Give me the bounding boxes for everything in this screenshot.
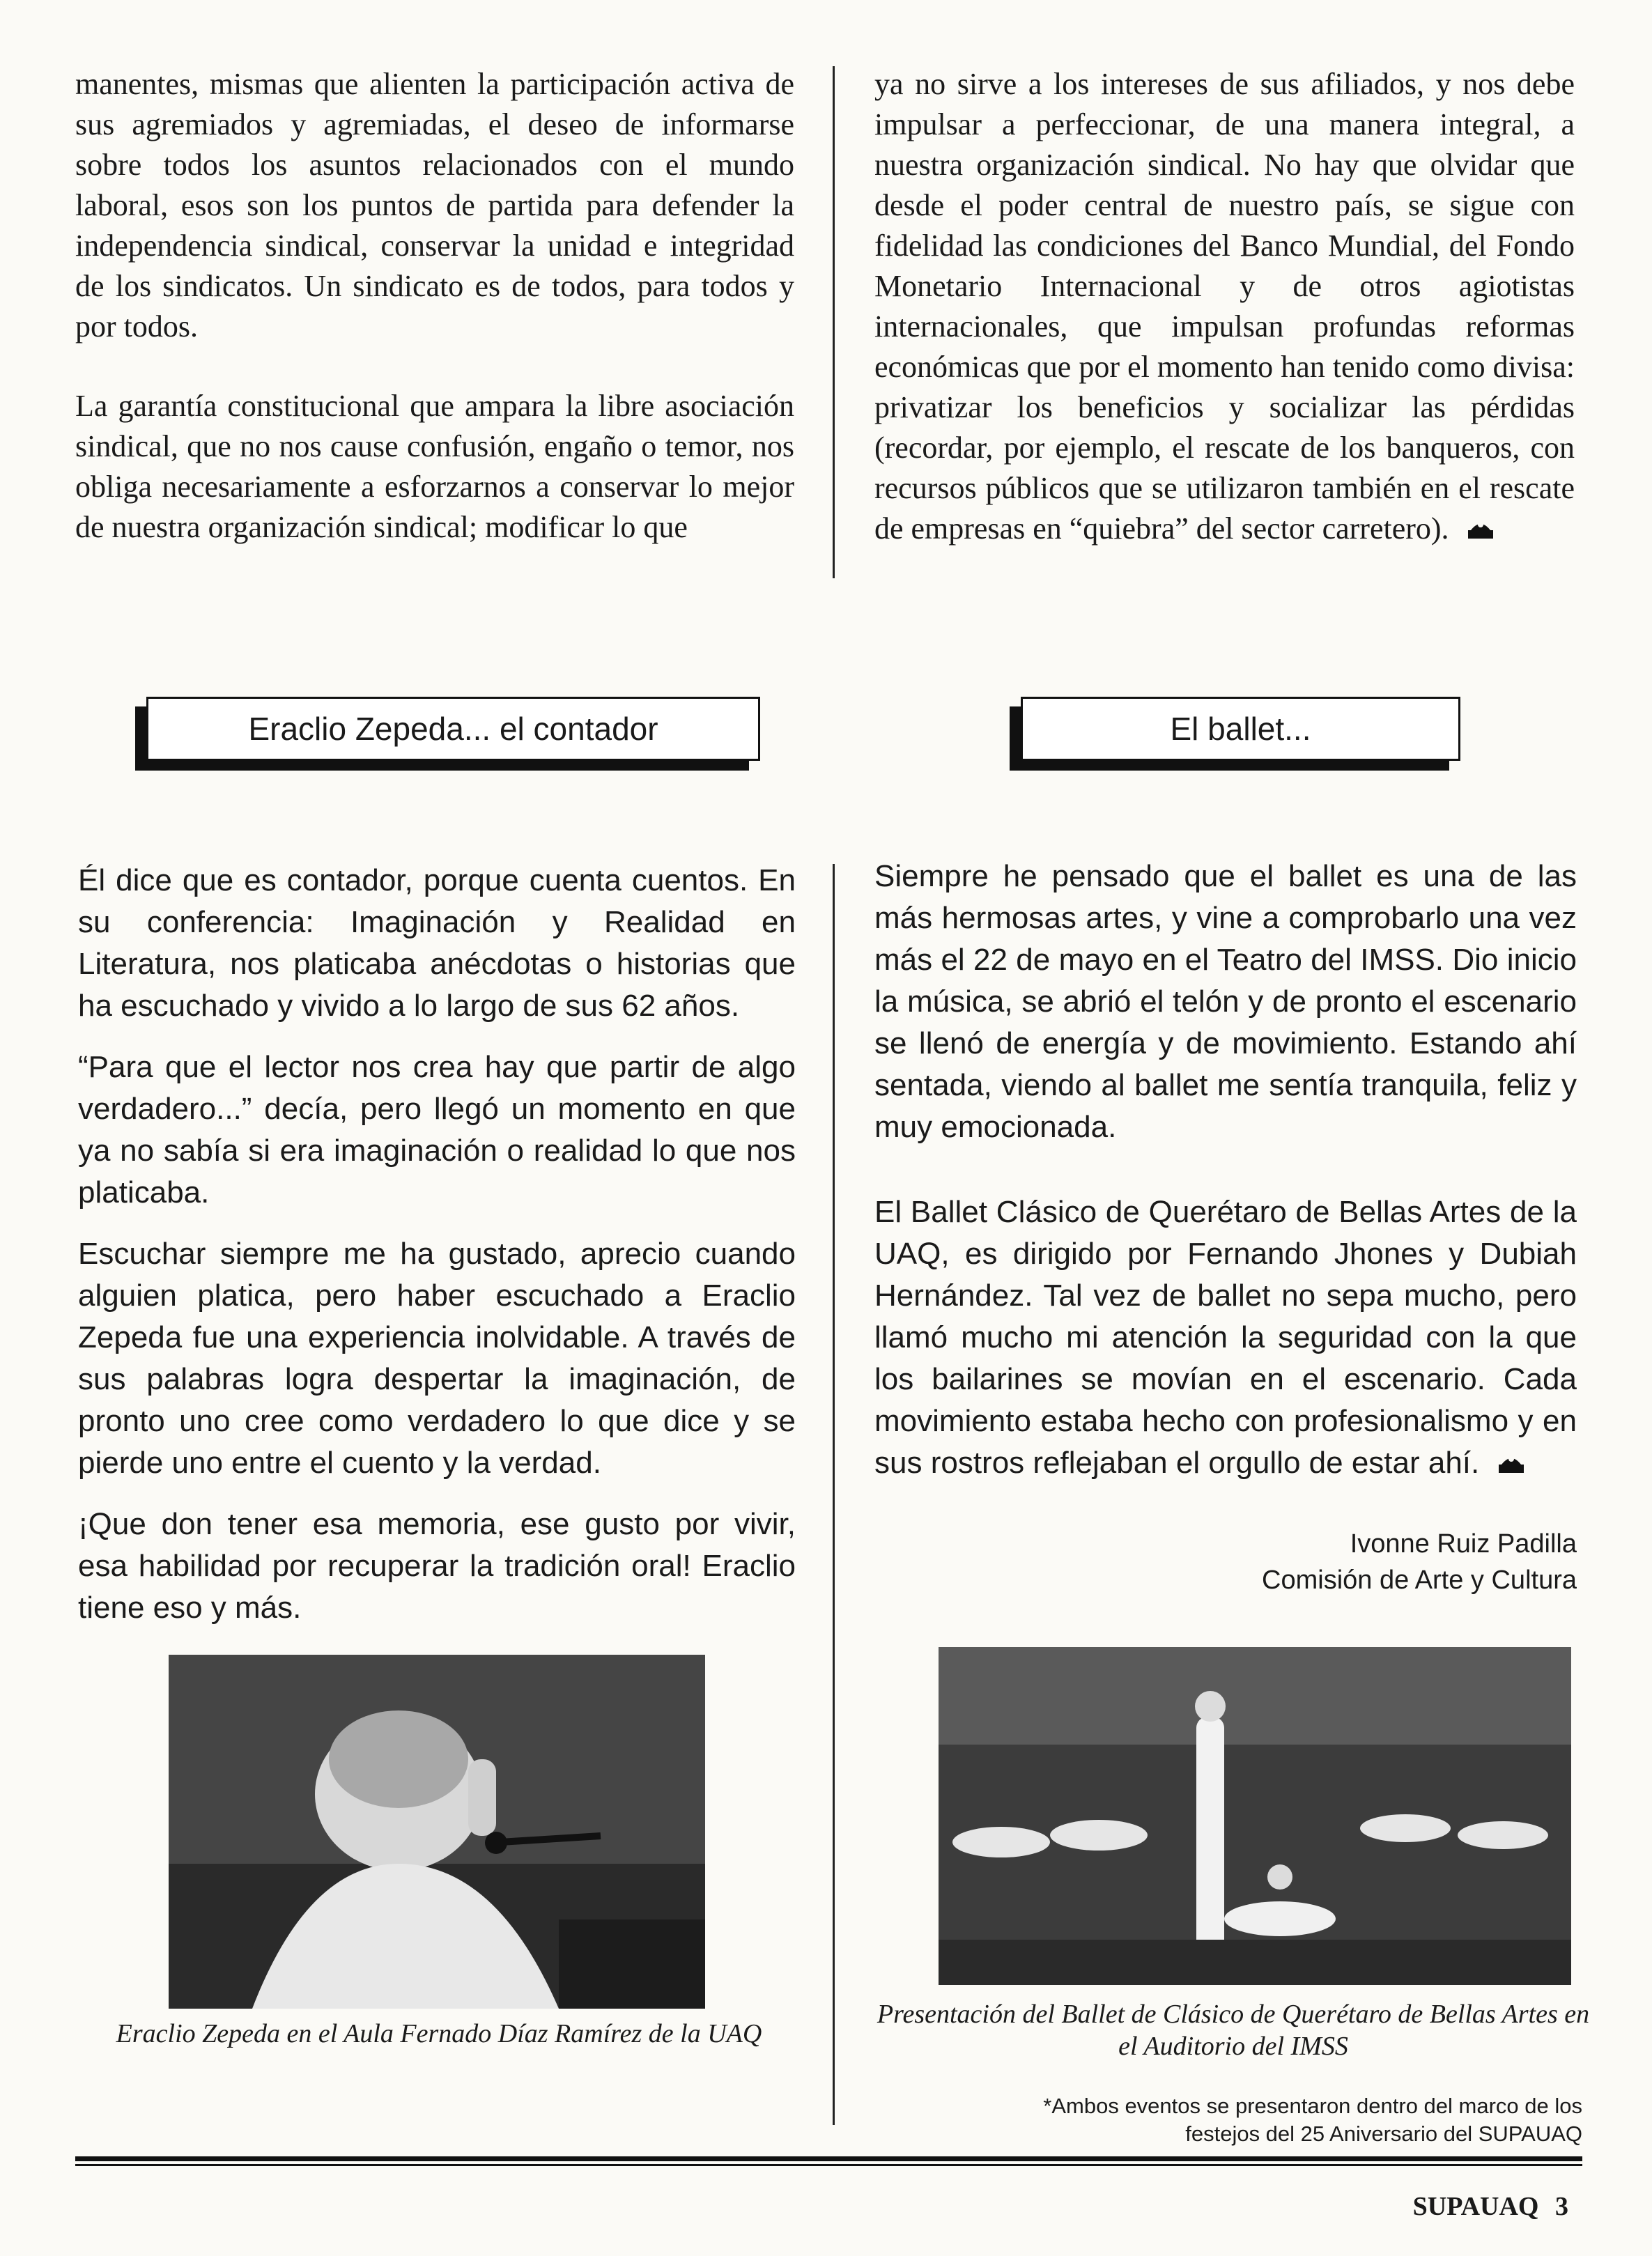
page-footer [1413, 2191, 1568, 2222]
top-left-column [75, 64, 794, 587]
left-article-paragraph: Él dice que es contador, porque cuenta cuentos. En su conferencia: Imaginación y Realidad en Literatura, nos platicaba anécdotas o historias que ha escuchado y vivido a lo largo de sus 62 años. [78, 863, 796, 1023]
eraclio-photo-image [169, 1655, 705, 2009]
footer-rule [75, 2156, 1582, 2161]
footnote-line: *Ambos eventos se presentaron dentro del marco de los [1043, 2094, 1582, 2118]
top-right-paragraph [874, 64, 1575, 549]
author-signature [1262, 1526, 1577, 1598]
eraclio-photo-caption: Eraclio Zepeda en el Aula Fernado Díaz Ramírez de la UAQ [116, 2019, 762, 2048]
right-article-paragraph: Siempre he pensado que el ballet es una de las más hermosas artes, y vine a comprobarlo una vez más el 22 de mayo en el Teatro del IMSS. Dio inicio la música, se abrió el telón y de pronto el escenario se llenó de energía y de movimiento. Estando ahí sentada, viendo al ballet me sentía tranquila, feliz y muy emocionada. [874, 859, 1577, 1144]
column-divider [833, 864, 835, 2125]
ballet-photo-image [939, 1647, 1571, 1985]
left-article-paragraph: ¡Que don tener esa memoria, ese gusto por vivir, esa habilidad por recuperar la tradición oral! Eraclio tiene eso y más. [78, 1507, 796, 1625]
author-role: Comisión de Arte y Cultura [1262, 1566, 1577, 1595]
right-article-text: El Ballet Clásico de Querétaro de Bellas Artes de la UAQ, es dirigido por Fernando Jhones y Dubiah Hernández. Tal vez de ballet no sepa mucho, pero llamó mucho mi atención la seguridad con la que los bailarines se movían en el escenario. Cada movimiento estaba hecho con profesionalismo y en sus rostros reflejaban el orgullo de estar ahí. [874, 1195, 1577, 1480]
right-article-paragraph [874, 1191, 1577, 1484]
ballet-photo [939, 1647, 1571, 1985]
publication-name: SUPAUAQ [1412, 2192, 1539, 2221]
top-right-text: ya no sirve a los intereses de sus afiliados, y nos debe impulsar a perfeccionar, de una manera integral, a nuestra organización sindical. No hay que olvidar que desde el poder central de nuestro país, se sigue con fidelidad las condiciones del Banco Mundial, del Fondo Monetario Internacional y de otros agiotistas internacionales, que impulsan profundas reformas económicas que por el momento han tenido como divisa: privatizar los beneficios y socializar las pérdidas (recordar, por ejemplo, el rescate de los banqueros, con recursos públicos que se utilizaron también en el rescate de empresas en “quiebra” del sector carretero). [874, 67, 1575, 546]
ballet-photo-caption: Presentación del Ballet de Clásico de Querétaro de Bellas Artes en el Auditorio del IMSS [877, 2000, 1590, 2061]
end-mark-icon [1496, 1451, 1527, 1476]
left-article-title-text: Eraclio Zepeda... el contador [248, 711, 658, 747]
left-article-paragraph: Escuchar siempre me ha gustado, aprecio cuando alguien platica, pero haber escuchado a Eraclio Zepeda fue una experiencia inolvidable. A través de sus palabras logra despertar la imaginación, de pronto uno cree como verdadero lo que dice y se pierde uno entre el cuento y la verdad. [78, 1237, 796, 1480]
column-divider [833, 66, 835, 578]
page-number: 3 [1555, 2192, 1568, 2221]
author-name: Ivonne Ruiz Padilla [1350, 1529, 1577, 1559]
right-article-title [1021, 697, 1460, 761]
left-article-paragraph: “Para que el lector nos crea hay que partir de algo verdadero...” decía, pero llegó un momento en que ya no sabía si era imaginación o realidad lo que nos platicaba. [78, 1050, 796, 1210]
footnote [1043, 2092, 1582, 2148]
eraclio-photo [169, 1655, 705, 2009]
top-left-paragraph: La garantía constitucional que ampara la libre asociación sindical, que no nos cause confusión, engaño o temor, nos obliga necesariamente a esforzarnos a conservar lo mejor de nuestra organización sindical; modificar lo que [75, 389, 794, 544]
left-article-title [146, 697, 760, 761]
top-left-paragraph: manentes, mismas que alienten la participación activa de sus agremiados y agremiadas, el deseo de informarse sobre todos los asuntos relacionados con el mundo laboral, esos son los puntos de partida para defender la independencia sindical, conservar la unidad e integridad de los sindicatos. Un sindicato es de todos, para todos y por todos. [75, 67, 794, 343]
footer-rule-thin [75, 2164, 1582, 2166]
left-article-body [78, 860, 796, 1648]
right-article-body [874, 856, 1577, 1504]
end-mark-icon [1465, 516, 1496, 541]
footnote-line: festejos del 25 Aniversario del SUPAUAQ [1185, 2122, 1582, 2146]
right-article-title-text: El ballet... [1170, 711, 1311, 747]
top-right-column [874, 64, 1575, 549]
